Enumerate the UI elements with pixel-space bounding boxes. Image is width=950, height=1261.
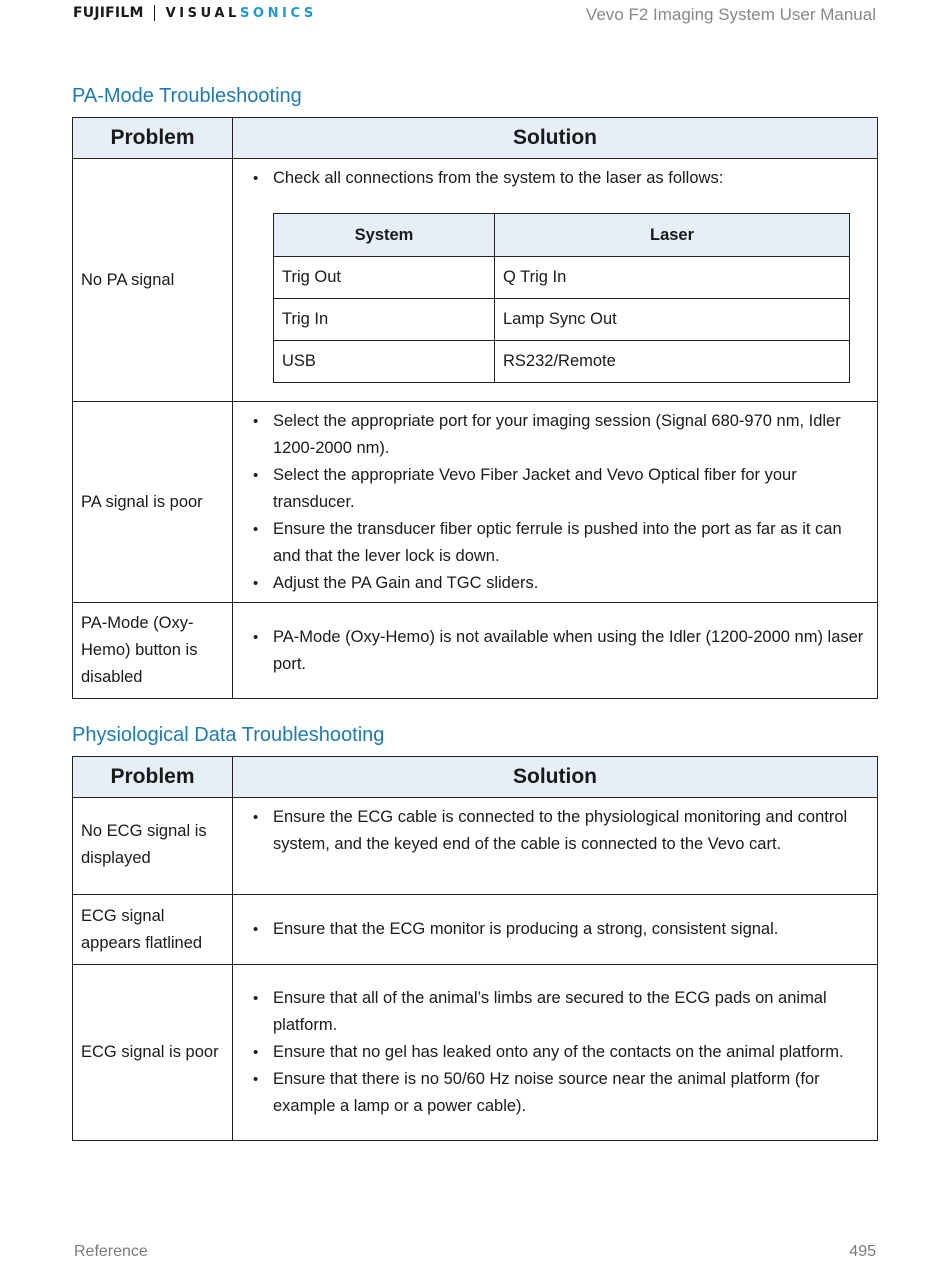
solution-cell bbox=[233, 603, 878, 699]
fujifilm-visualsonics-logo bbox=[73, 4, 317, 22]
problem-cell: No PA signal bbox=[73, 159, 233, 402]
connections-table bbox=[273, 213, 850, 383]
solution-cell bbox=[233, 159, 878, 402]
page-number: 495 bbox=[849, 1243, 876, 1260]
logo-brand: FUJIFILM bbox=[73, 5, 144, 21]
solution-list bbox=[273, 624, 867, 678]
table-header-row bbox=[73, 118, 878, 159]
inner-header-row bbox=[274, 214, 850, 257]
list-item: • Select the appropriate Vevo Fiber Jacket and Vevo Optical fiber for your transducer. bbox=[273, 462, 867, 516]
pa-troubleshooting-table bbox=[72, 117, 878, 699]
table-row bbox=[274, 341, 850, 383]
pa-section-heading: PA-Mode Troubleshooting bbox=[72, 85, 302, 107]
list-item: • Ensure that no gel has leaked onto any of the contacts on the animal platform. bbox=[273, 1039, 867, 1066]
logo-divider bbox=[154, 5, 155, 21]
table-row bbox=[73, 603, 878, 699]
system-cell: Trig Out bbox=[274, 257, 495, 299]
table-row bbox=[274, 257, 850, 299]
problem-cell: PA-Mode (Oxy-Hemo) button is disabled bbox=[73, 603, 233, 699]
solution-cell bbox=[233, 965, 878, 1141]
solution-column-header: Solution bbox=[233, 118, 878, 159]
table-header-row bbox=[73, 757, 878, 798]
table-row bbox=[73, 895, 878, 965]
footer-section-label: Reference bbox=[74, 1243, 148, 1260]
problem-column-header: Problem bbox=[73, 118, 233, 159]
solution-cell bbox=[233, 798, 878, 895]
document-title: Vevo F2 Imaging System User Manual bbox=[585, 5, 876, 24]
system-cell: Trig In bbox=[274, 299, 495, 341]
list-item: • Ensure the ECG cable is connected to the physiological monitoring and control system, and the keyed end of the cable is connected to the Vevo cart. bbox=[273, 804, 871, 858]
solution-list bbox=[273, 916, 867, 943]
logo-sonics: SONICS bbox=[239, 5, 317, 21]
table-row bbox=[274, 299, 850, 341]
table-row bbox=[73, 402, 878, 603]
table-row bbox=[73, 159, 878, 402]
problem-column-header: Problem bbox=[73, 757, 233, 798]
solution-column-header: Solution bbox=[233, 757, 878, 798]
table-row bbox=[73, 798, 878, 895]
solution-cell bbox=[233, 402, 878, 603]
solution-list bbox=[273, 985, 867, 1120]
solution-list bbox=[273, 804, 871, 858]
list-item: • PA-Mode (Oxy-Hemo) is not available when using the Idler (1200-2000 nm) laser port. bbox=[273, 624, 867, 678]
list-item: • Ensure that there is no 50/60 Hz noise source near the animal platform (for example a lamp or a power cable). bbox=[273, 1066, 867, 1120]
list-item: • Adjust the PA Gain and TGC sliders. bbox=[273, 570, 867, 597]
system-column-header: System bbox=[274, 214, 495, 257]
table-row bbox=[73, 965, 878, 1141]
list-item: • Ensure that all of the animal’s limbs are secured to the ECG pads on animal platform. bbox=[273, 985, 867, 1039]
physio-troubleshooting-table bbox=[72, 756, 878, 1141]
list-item: • Select the appropriate port for your imaging session (Signal 680-970 nm, Idler 1200-2000 nm). bbox=[273, 408, 867, 462]
solution-list bbox=[273, 408, 867, 597]
laser-cell: Q Trig In bbox=[495, 257, 850, 299]
solution-cell bbox=[233, 895, 878, 965]
problem-cell: ECG signal appears flatlined bbox=[73, 895, 233, 965]
problem-cell: No ECG signal is displayed bbox=[73, 798, 233, 895]
physio-section-heading: Physiological Data Troubleshooting bbox=[72, 724, 385, 746]
page-header bbox=[0, 0, 950, 40]
problem-cell: ECG signal is poor bbox=[73, 965, 233, 1141]
list-item: • Ensure the transducer fiber optic ferrule is pushed into the port as far as it can and that the lever lock is down. bbox=[273, 516, 867, 570]
laser-cell: Lamp Sync Out bbox=[495, 299, 850, 341]
solution-list bbox=[273, 165, 869, 192]
list-item: • Ensure that the ECG monitor is producing a strong, consistent signal. bbox=[273, 916, 867, 943]
logo-visual: VISUAL bbox=[165, 5, 240, 21]
laser-cell: RS232/Remote bbox=[495, 341, 850, 383]
problem-cell: PA signal is poor bbox=[73, 402, 233, 603]
system-cell: USB bbox=[274, 341, 495, 383]
laser-column-header: Laser bbox=[495, 214, 850, 257]
list-item: • Check all connections from the system to the laser as follows: bbox=[273, 165, 869, 192]
